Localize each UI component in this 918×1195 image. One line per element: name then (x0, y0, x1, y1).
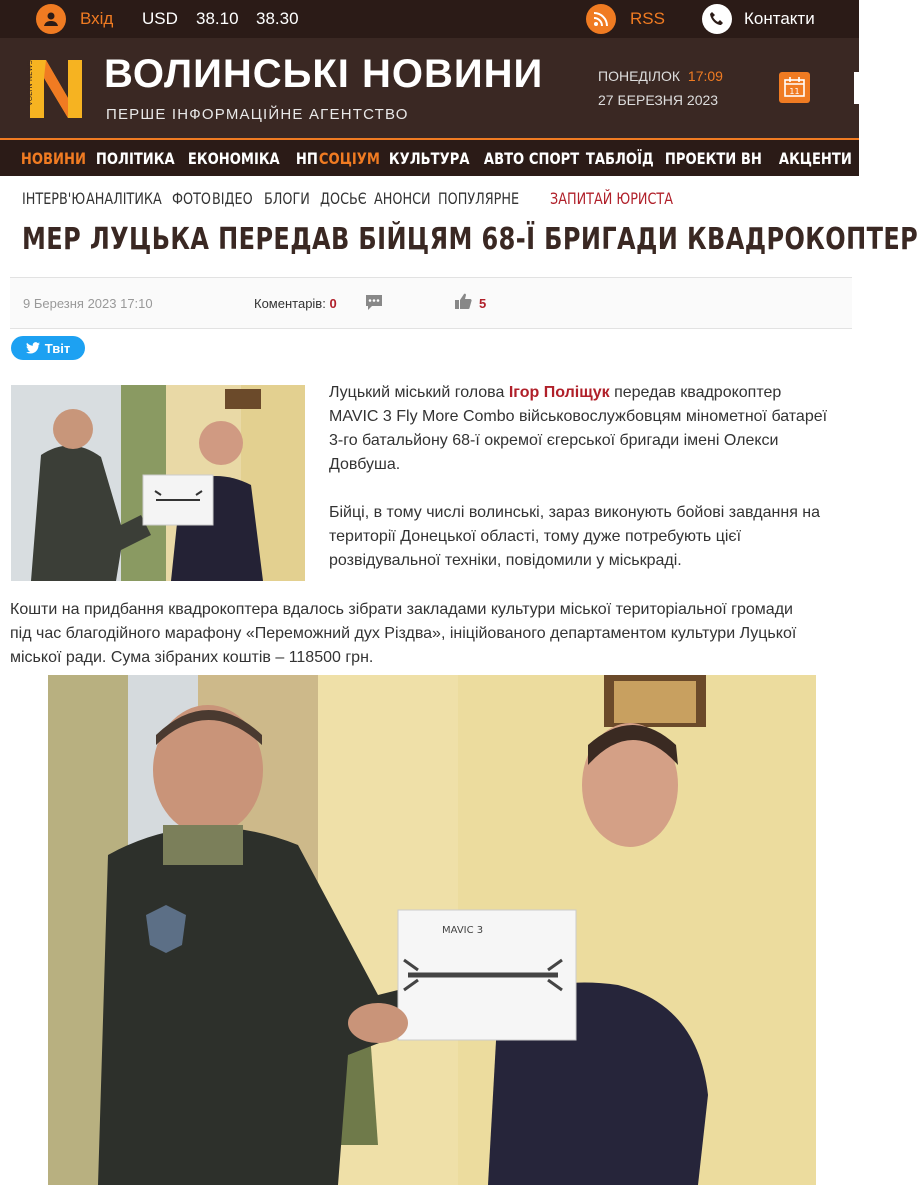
p2-line-2: території Донецької області, тому дуже потребують цієї (329, 528, 742, 545)
rss-link[interactable] (586, 0, 665, 38)
subnav-item-announcements[interactable]: АНОНСИ (374, 188, 431, 208)
nav-item-auto[interactable]: АВТО (483, 148, 524, 168)
user-icon (36, 4, 66, 34)
subnav-item-interview[interactable]: ІНТЕРВ'Ю (22, 188, 86, 208)
currency-buy: 38.10 (196, 9, 239, 28)
comments-number: 0 (329, 296, 337, 311)
like-icon[interactable] (453, 291, 473, 316)
article-paragraph-3 (10, 598, 855, 670)
header-edge-block (854, 72, 859, 104)
login-link[interactable] (36, 0, 113, 38)
p1-line-3: 3-го батальйону 68-ї окремої єгерської бригади імені Олекси (329, 432, 779, 449)
subnav-item-video[interactable]: ВІДЕО (212, 188, 253, 208)
article-paragraph-2 (329, 501, 854, 573)
nav-item-economy[interactable]: ЕКОНОМІКА (188, 148, 281, 168)
ask-lawyer-link[interactable]: ЗАПИТАЙ ЮРИСТА (550, 188, 674, 208)
nav-item-politics[interactable]: ПОЛІТИКА (96, 148, 175, 168)
twitter-bird-icon (26, 342, 40, 354)
currency-sell: 38.30 (256, 9, 299, 28)
subnav-item-blogs[interactable]: БЛОГИ (264, 188, 310, 208)
phone-icon (702, 4, 732, 34)
nav-item-tabloid[interactable]: ТАБЛОЇД (586, 148, 654, 168)
nav-item-news[interactable]: НОВИНИ (20, 148, 86, 168)
login-label: Вхід (80, 9, 114, 28)
p1-line-1 (329, 381, 854, 405)
site-name[interactable]: ВОЛИНСЬКІ НОВИНИ (104, 52, 544, 96)
main-nav (0, 138, 914, 176)
subnav-item-analytics[interactable]: АНАЛІТИКА (86, 188, 162, 208)
nav-item-society[interactable]: СОЦІУМ (318, 148, 381, 168)
article-title: МЕР ЛУЦЬКА ПЕРЕДАВ БІЙЦЯМ 68-Ї БРИГАДИ КВАДРОКОПТЕР (22, 222, 918, 257)
article-meta (10, 277, 852, 329)
nav-item-accents[interactable]: АКЦЕНТИ (778, 148, 852, 168)
box-brand-text: MAVIC 3 (442, 925, 484, 936)
time: 17:09 (687, 68, 723, 84)
site-header (0, 38, 859, 138)
likes-count: 5 (479, 296, 487, 311)
p1-text-b: передав квадрокоптер (614, 384, 782, 401)
article-thumbnail-photo[interactable] (11, 385, 305, 581)
mayor-name-link[interactable]: Ігор Поліщук (508, 384, 610, 401)
p1-text-a: Луцький міський голова (329, 384, 505, 401)
p2-line-3: розвідувальної техніки, повідомили у міськраді. (329, 552, 682, 569)
header-weekday-time (598, 68, 723, 84)
article-paragraph-1 (329, 381, 854, 477)
p1-line-4: Довбуша. (329, 456, 401, 473)
header-date: 27 БЕРЕЗНЯ 2023 (598, 92, 719, 108)
article-main-photo[interactable] (48, 675, 816, 1185)
site-tagline: ПЕРШЕ ІНФОРМАЦІЙНЕ АГЕНТСТВО (106, 106, 409, 123)
subnav-item-photo[interactable]: ФОТО (172, 188, 211, 208)
contacts-label: Контакти (744, 9, 815, 28)
nav-item-sport[interactable]: СПОРТ (528, 148, 580, 168)
tweet-button[interactable] (11, 336, 85, 360)
currency-label: USD (142, 9, 178, 28)
nav-item-tribune[interactable]: ТРИБУ (863, 148, 914, 168)
top-bar (0, 0, 859, 38)
p2-line-1: Бійці, в тому числі волинські, зараз виконують бойові завдання на (329, 504, 821, 521)
p3-line-2: під час благодійного марафону «Переможний дух Різдва», ініційованого департаментом культури Луцької (10, 625, 797, 642)
p1-line-2: MAVIC 3 Fly More Combo військовослужбовцям мінометної батареї (329, 408, 828, 425)
nav-item-np[interactable]: НП (296, 148, 319, 168)
nav-item-projects[interactable]: ПРОЕКТИ ВН (664, 148, 762, 168)
rss-label: RSS (630, 9, 665, 28)
subnav-item-dossier[interactable]: ДОСЬЄ (320, 188, 367, 208)
p3-line-3: міської ради. Сума зібраних коштів – 118500 грн. (10, 649, 374, 666)
weekday: ПОНЕДІЛОК (598, 68, 681, 84)
comment-icon[interactable] (364, 292, 384, 317)
p3-line-1: Кошти на придбання квадрокоптера вдалось зібрати закладами культури міської територіальної громади (10, 601, 793, 618)
subnav-item-popular[interactable]: ПОПУЛЯРНЕ (438, 188, 520, 208)
comments-count[interactable] (254, 296, 337, 311)
calendar-icon[interactable] (779, 72, 810, 103)
tweet-label: Твіт (44, 340, 71, 356)
sub-nav (22, 186, 704, 210)
contacts-link[interactable] (702, 0, 815, 38)
nav-item-culture[interactable]: КУЛЬТУРА (389, 148, 470, 168)
comments-label: Коментарів: (254, 296, 326, 311)
logo-side-text: VOLYN NEWS (26, 60, 34, 106)
article-date: 9 Березня 2023 17:10 (23, 296, 153, 311)
site-logo[interactable] (24, 58, 84, 120)
rss-icon (586, 4, 616, 34)
calendar-day: 11 (789, 87, 800, 96)
